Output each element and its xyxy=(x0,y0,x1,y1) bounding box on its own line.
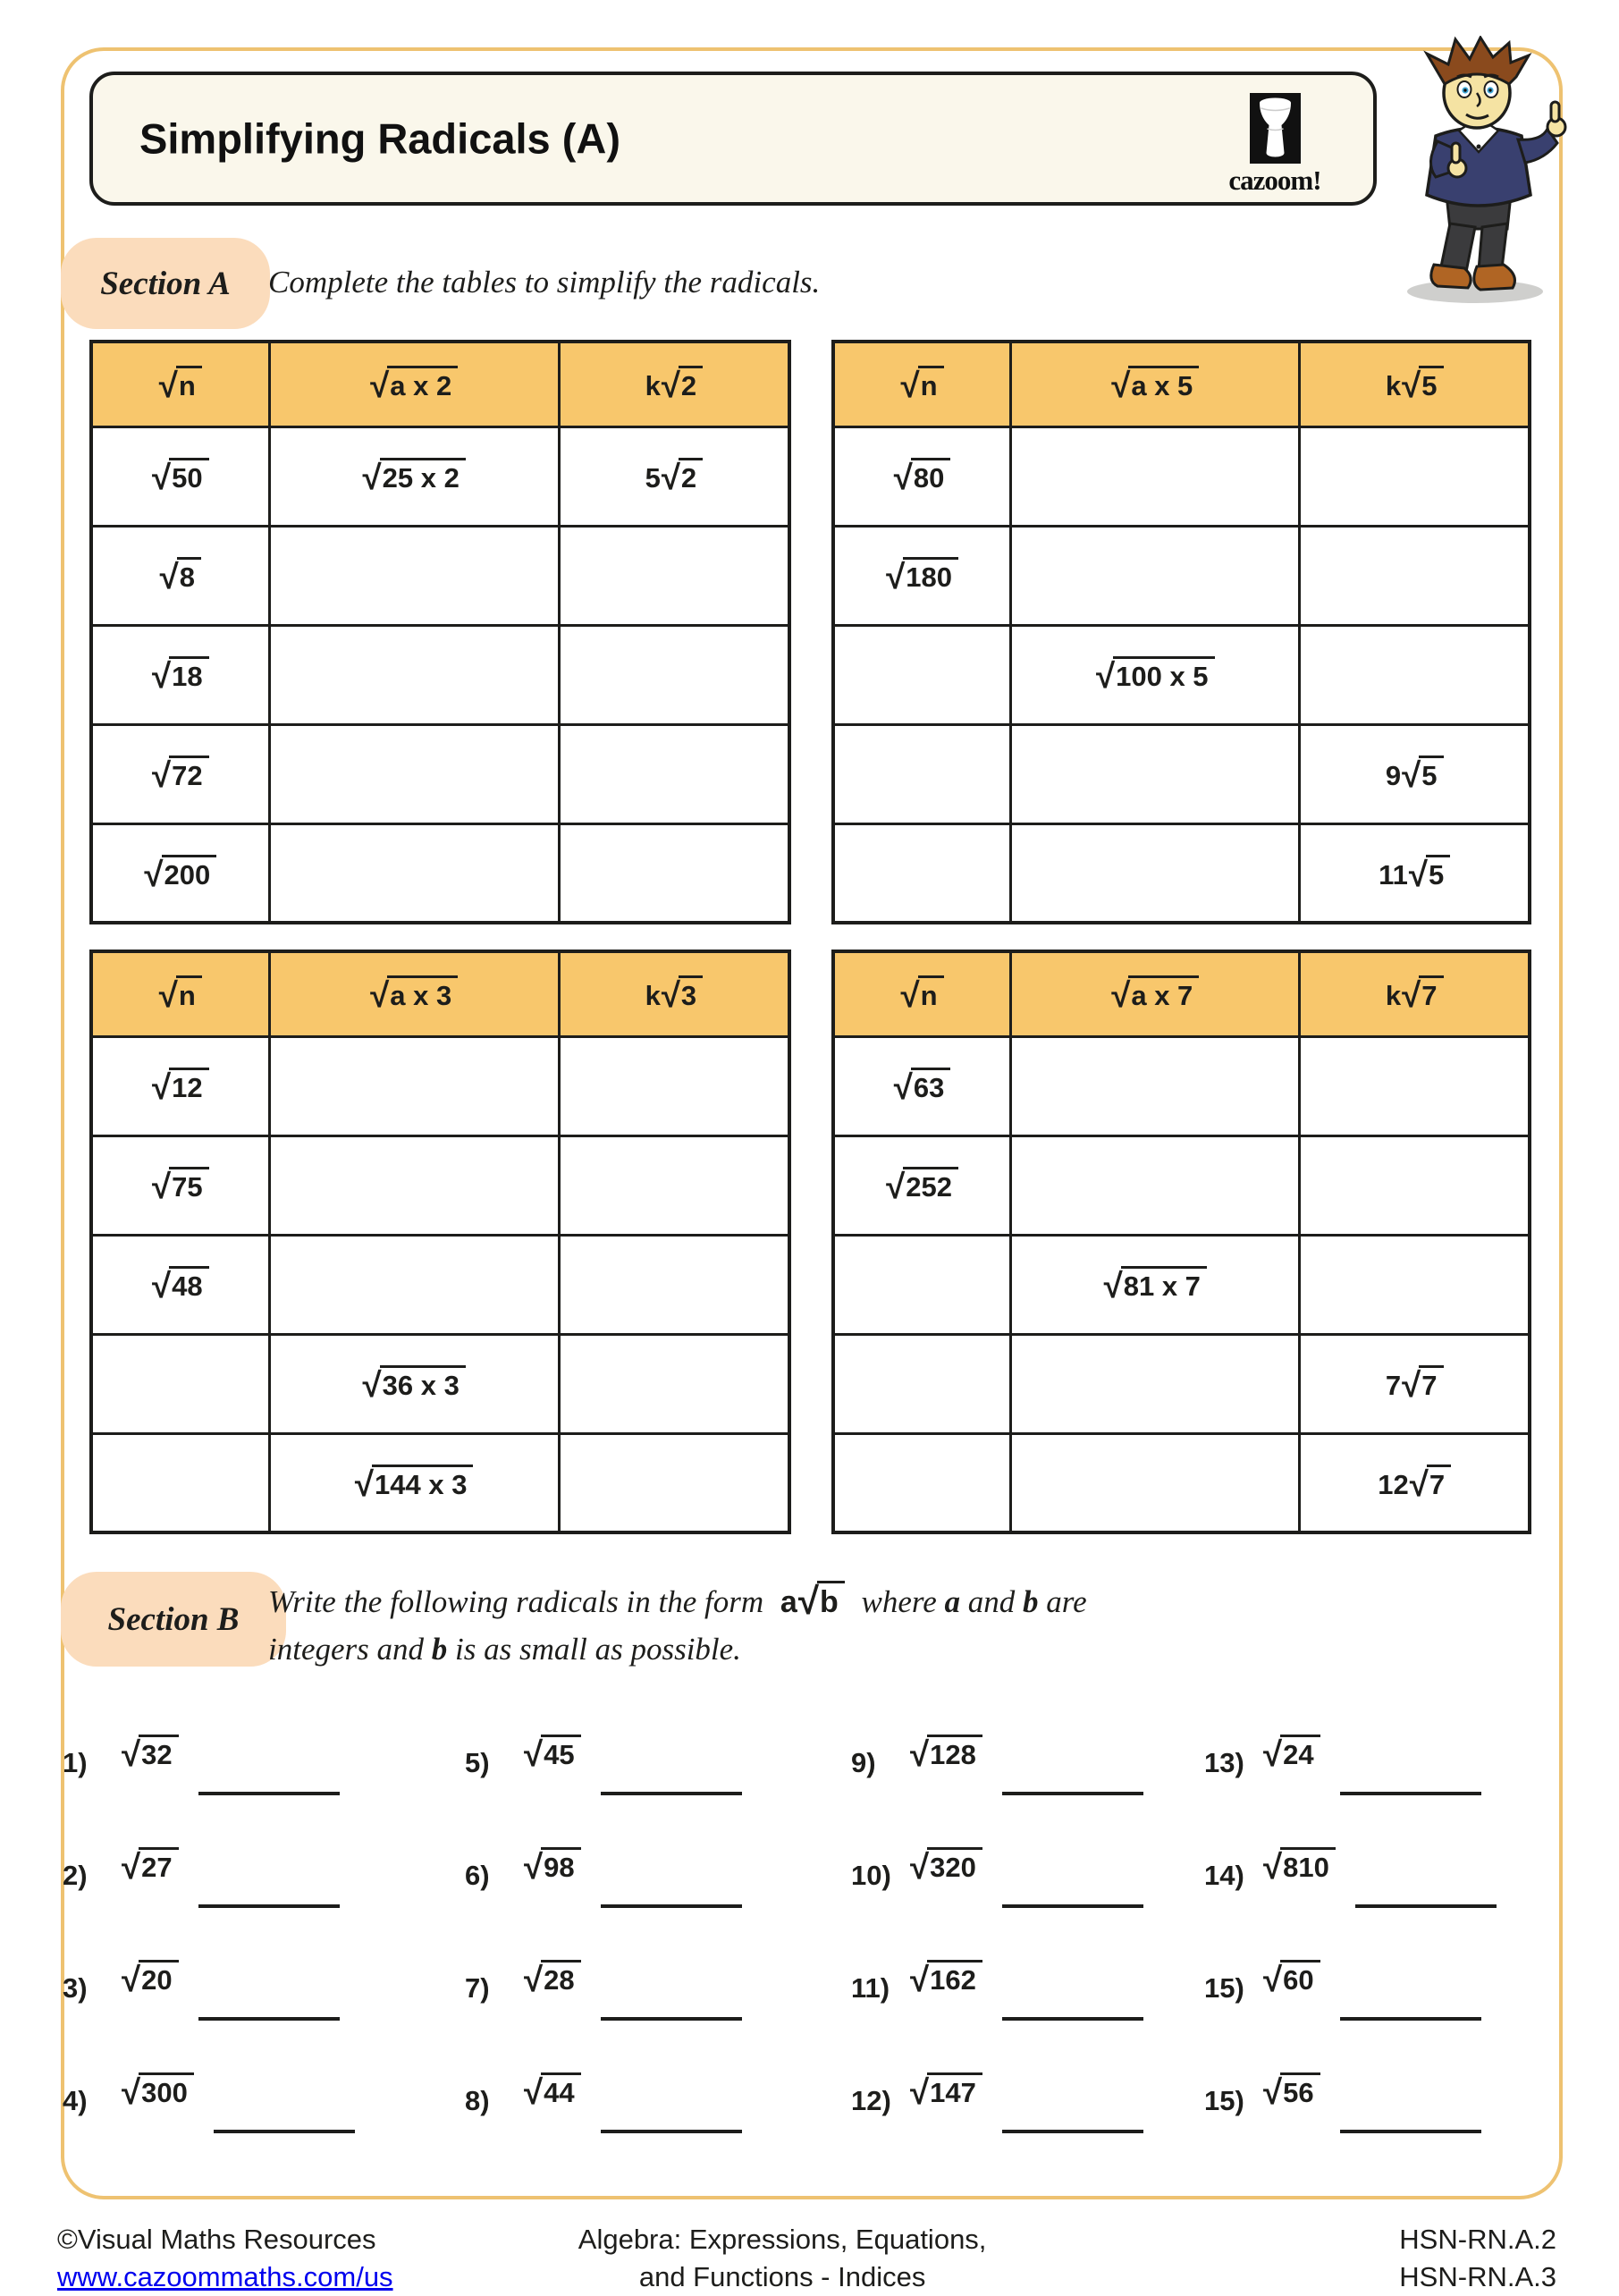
table-sqrt5 xyxy=(831,340,1531,921)
radical-expression: √a x 5 xyxy=(1111,366,1199,402)
radical-expression: √a x 2 xyxy=(370,366,458,402)
radical-expression: √98 xyxy=(524,1847,581,1884)
problem-number: 15) xyxy=(1204,2085,1244,2116)
radical-expression: √48 xyxy=(152,1266,209,1303)
problem-number: 4) xyxy=(63,2085,88,2116)
table-row xyxy=(833,1036,1530,1135)
table-cell-blank xyxy=(1011,1135,1300,1235)
section-b-label-text: Section B xyxy=(107,1600,240,1638)
instruction-text: are xyxy=(1046,1584,1087,1619)
problem-radical xyxy=(524,2071,581,2113)
table-cell-filled xyxy=(91,1235,269,1334)
radical-expression: √20 xyxy=(122,1960,179,1996)
radical-expression: √n xyxy=(159,366,202,402)
radical-expression: √144 x 3 xyxy=(355,1465,474,1501)
table-row xyxy=(833,526,1530,625)
table-cell-blank xyxy=(1300,1036,1530,1135)
problem-item xyxy=(63,2071,465,2183)
radical-expression: √36 x 3 xyxy=(363,1365,466,1402)
table-cell-filled xyxy=(833,426,1011,526)
problem-number: 2) xyxy=(63,1860,88,1891)
problem-item xyxy=(63,1733,465,1845)
table-row xyxy=(91,625,789,724)
problem-radical xyxy=(524,1733,581,1775)
problem-radical xyxy=(122,1733,179,1775)
section-a-instruction: Complete the tables to simplify the radicals. xyxy=(268,265,821,300)
table-cell-blank xyxy=(269,1036,559,1135)
standard-code-1: HSN-RN.A.2 xyxy=(1399,2224,1556,2255)
table-cell-filled xyxy=(559,426,789,526)
table-cell-filled xyxy=(1300,724,1530,823)
table-cell-blank xyxy=(1300,625,1530,724)
radical-expression: √a x 3 xyxy=(370,975,458,1012)
table-cell-blank xyxy=(559,823,789,923)
radical-expression: √8 xyxy=(160,557,201,594)
radical-expression: √18 xyxy=(152,656,209,693)
website-link[interactable]: www.cazoommaths.com/us xyxy=(57,2260,393,2292)
radical-expression: √25 x 2 xyxy=(363,458,466,494)
radical-expression: √n xyxy=(901,975,944,1012)
radical-expression: √44 xyxy=(524,2072,581,2109)
table-sqrt3 xyxy=(89,950,791,1531)
table-cell-blank xyxy=(833,1433,1011,1532)
section-a-label-text: Section A xyxy=(100,265,231,302)
table-row xyxy=(91,526,789,625)
table-header-cell xyxy=(1300,342,1530,426)
table-header-cell xyxy=(269,342,559,426)
radical-expression: √72 xyxy=(152,755,209,792)
mascot-character xyxy=(1375,36,1582,308)
table-cell-filled xyxy=(833,526,1011,625)
table-row xyxy=(91,426,789,526)
answer-blank xyxy=(1002,2017,1143,2021)
radical-expression: √75 xyxy=(152,1167,209,1203)
table-row xyxy=(91,823,789,923)
table-cell-filled xyxy=(833,1135,1011,1235)
radical-expression: √60 xyxy=(1263,1960,1320,1996)
variable-b: b xyxy=(431,1631,448,1667)
table-cell-blank xyxy=(269,1235,559,1334)
problem-item xyxy=(465,1958,851,2071)
problem-item xyxy=(1204,1845,1533,1958)
problem-item xyxy=(851,1958,1204,2071)
table-cell-filled xyxy=(1011,625,1300,724)
table-cell-blank xyxy=(269,1135,559,1235)
table-header-cell xyxy=(559,342,789,426)
problem-radical xyxy=(1263,1733,1320,1775)
problem-radical xyxy=(910,2071,982,2113)
table-header-cell xyxy=(91,342,269,426)
problem-item xyxy=(1204,2071,1533,2183)
instruction-text: where xyxy=(861,1584,937,1619)
radical-expression: √a x 7 xyxy=(1111,975,1199,1012)
radical-expression: √32 xyxy=(122,1735,179,1771)
problem-radical xyxy=(1263,1845,1336,1887)
table-cell-filled xyxy=(269,1334,559,1433)
instruction-text: is as small as possible. xyxy=(455,1631,741,1667)
radical-expression: √n xyxy=(901,366,944,402)
answer-blank xyxy=(1340,2017,1481,2021)
radical-expression: √810 xyxy=(1263,1847,1336,1884)
title-box xyxy=(89,72,1377,206)
table-cell-blank xyxy=(559,1334,789,1433)
radical-expression: 5√2 xyxy=(645,458,704,494)
problem-number: 5) xyxy=(465,1747,490,1778)
table-row xyxy=(833,1135,1530,1235)
problem-item xyxy=(465,1845,851,1958)
answer-blank xyxy=(601,2017,742,2021)
table-cell-filled xyxy=(269,426,559,526)
instruction-text: and xyxy=(967,1584,1016,1619)
answer-blank xyxy=(1002,2130,1143,2133)
table-cell-blank xyxy=(1011,823,1300,923)
table-cell-filled xyxy=(1300,823,1530,923)
answer-blank xyxy=(214,2130,355,2133)
table-cell-blank xyxy=(833,625,1011,724)
table-cell-blank xyxy=(91,1334,269,1433)
radical-expression: 9√5 xyxy=(1386,755,1444,792)
radical-expression: √252 xyxy=(886,1167,958,1203)
radical-expression: √63 xyxy=(894,1068,951,1104)
problem-number: 1) xyxy=(63,1747,88,1778)
problem-number: 15) xyxy=(1204,1972,1244,2004)
answer-blank xyxy=(198,1792,340,1795)
table-cell-filled xyxy=(1300,1334,1530,1433)
table-cell-blank xyxy=(1011,526,1300,625)
table-row xyxy=(91,724,789,823)
answer-blank xyxy=(601,1792,742,1795)
problem-radical xyxy=(910,1733,982,1775)
radical-expression: √28 xyxy=(524,1960,581,1996)
problem-radical xyxy=(122,1845,179,1887)
problem-number: 13) xyxy=(1204,1747,1244,1778)
problem-item xyxy=(465,2071,851,2183)
radical-expression: √n xyxy=(159,975,202,1012)
table-cell-blank xyxy=(269,823,559,923)
topic-line-1: Algebra: Expressions, Equations, xyxy=(578,2224,987,2255)
radical-expression: √100 x 5 xyxy=(1096,656,1215,693)
table-cell-blank xyxy=(1300,526,1530,625)
problem-item xyxy=(851,1733,1204,1845)
instruction-text: Write the following radicals in the form xyxy=(268,1584,764,1619)
instruction-text: integers and xyxy=(268,1631,425,1667)
variable-a: a xyxy=(944,1584,960,1619)
radical-expression: k√5 xyxy=(1386,366,1444,402)
radical-expression: √200 xyxy=(144,855,216,891)
table-row xyxy=(833,1235,1530,1334)
table-header-cell xyxy=(91,951,269,1036)
radical-table xyxy=(89,340,791,924)
table-sqrt7 xyxy=(831,950,1531,1531)
table-cell-blank xyxy=(1011,426,1300,526)
table-row xyxy=(91,1135,789,1235)
table-sqrt2 xyxy=(89,340,791,921)
table-cell-blank xyxy=(559,1135,789,1235)
radical-table xyxy=(831,340,1531,924)
table-cell-blank xyxy=(559,724,789,823)
problem-number: 3) xyxy=(63,1972,88,2004)
radical-expression: √56 xyxy=(1263,2072,1320,2109)
table-row xyxy=(833,724,1530,823)
problem-radical xyxy=(524,1845,581,1887)
table-cell-blank xyxy=(833,1334,1011,1433)
form-radical xyxy=(772,1580,854,1623)
variable-b: b xyxy=(1023,1584,1039,1619)
footer-left xyxy=(57,2221,393,2296)
table-row xyxy=(833,426,1530,526)
problem-number: 11) xyxy=(851,1972,890,2004)
problem-number: 9) xyxy=(851,1747,876,1778)
cazoom-drum-icon xyxy=(1250,93,1301,164)
answer-blank xyxy=(1002,1904,1143,1908)
radical-expression: k√7 xyxy=(1386,975,1444,1012)
footer-right xyxy=(1399,2221,1556,2296)
radical-expression: k√3 xyxy=(645,975,704,1012)
problem-item xyxy=(465,1733,851,1845)
table-cell-blank xyxy=(91,1433,269,1532)
radical-expression: √180 xyxy=(886,557,958,594)
table-header-cell xyxy=(1300,951,1530,1036)
radical-expression: √50 xyxy=(152,458,209,494)
answer-blank xyxy=(198,2017,340,2021)
radical-expression: k√2 xyxy=(645,366,704,402)
problem-radical xyxy=(122,1958,179,2000)
table-row xyxy=(91,1334,789,1433)
answer-blank xyxy=(1340,2130,1481,2133)
footer-center xyxy=(443,2221,1122,2296)
radical-expression: √147 xyxy=(910,2072,982,2109)
topic-line-2: and Functions - Indices xyxy=(638,2260,926,2292)
problem-item xyxy=(1204,1733,1533,1845)
table-cell-filled xyxy=(91,1135,269,1235)
table-cell-filled xyxy=(91,526,269,625)
table-row xyxy=(833,1433,1530,1532)
table-cell-filled xyxy=(1300,1433,1530,1532)
radical-expression: √81 x 7 xyxy=(1104,1266,1207,1303)
radical-expression: √320 xyxy=(910,1847,982,1884)
table-cell-filled xyxy=(1011,1235,1300,1334)
radical-expression: 12√7 xyxy=(1378,1465,1451,1501)
radical-expression: 7√7 xyxy=(1386,1365,1444,1402)
table-header-cell xyxy=(1011,951,1300,1036)
problem-radical xyxy=(122,2071,194,2113)
section-a-label xyxy=(61,238,270,329)
problem-radical xyxy=(910,1958,982,2000)
table-cell-filled xyxy=(91,823,269,923)
answer-blank xyxy=(1002,1792,1143,1795)
problem-item xyxy=(851,2071,1204,2183)
radical-expression: 11√5 xyxy=(1379,855,1450,891)
answer-blank xyxy=(1340,1792,1481,1795)
table-cell-blank xyxy=(1011,724,1300,823)
standard-code-2: HSN-RN.A.3 xyxy=(1399,2260,1556,2292)
table-cell-blank xyxy=(559,1235,789,1334)
table-row xyxy=(833,625,1530,724)
table-row xyxy=(833,823,1530,923)
cazoom-logo-text: cazoom! xyxy=(1228,165,1321,196)
table-cell-blank xyxy=(559,625,789,724)
table-header-cell xyxy=(559,951,789,1036)
table-cell-filled xyxy=(833,1036,1011,1135)
table-header-cell xyxy=(269,951,559,1036)
table-row xyxy=(833,1334,1530,1433)
table-cell-blank xyxy=(559,1036,789,1135)
table-row xyxy=(91,1235,789,1334)
problem-radical xyxy=(1263,1958,1320,2000)
radical-table xyxy=(831,950,1531,1534)
problem-number: 8) xyxy=(465,2085,490,2116)
problem-number: 12) xyxy=(851,2085,891,2116)
answer-blank xyxy=(198,1904,340,1908)
radical-expression: √162 xyxy=(910,1960,982,1996)
cazoom-logo xyxy=(1212,93,1337,197)
table-cell-blank xyxy=(1011,1036,1300,1135)
problem-number: 10) xyxy=(851,1860,891,1891)
table-cell-filled xyxy=(91,625,269,724)
section-b-instruction xyxy=(268,1579,1359,1673)
radical-expression: √300 xyxy=(122,2072,194,2109)
section-b-problems xyxy=(63,1733,1533,2183)
table-cell-filled xyxy=(91,426,269,526)
problem-item xyxy=(63,1958,465,2071)
table-cell-blank xyxy=(833,1235,1011,1334)
copyright-text: ©Visual Maths Resources xyxy=(57,2224,376,2255)
table-cell-blank xyxy=(833,724,1011,823)
table-header-cell xyxy=(833,342,1011,426)
table-cell-blank xyxy=(269,625,559,724)
table-cell-blank xyxy=(1300,1135,1530,1235)
radical-table xyxy=(89,950,791,1534)
problem-radical xyxy=(524,1958,581,2000)
problem-number: 7) xyxy=(465,1972,490,2004)
table-cell-blank xyxy=(559,526,789,625)
table-cell-blank xyxy=(559,1433,789,1532)
table-cell-blank xyxy=(1300,426,1530,526)
radical-expression: √12 xyxy=(152,1068,209,1104)
problem-number: 6) xyxy=(465,1860,490,1891)
problem-radical xyxy=(1263,2071,1320,2113)
problem-radical xyxy=(910,1845,982,1887)
table-cell-filled xyxy=(91,1036,269,1135)
table-header-cell xyxy=(833,951,1011,1036)
answer-blank xyxy=(601,2130,742,2133)
problem-item xyxy=(1204,1958,1533,2071)
table-cell-blank xyxy=(269,724,559,823)
answer-blank xyxy=(601,1904,742,1908)
table-cell-blank xyxy=(269,526,559,625)
table-cell-blank xyxy=(1011,1334,1300,1433)
answer-blank xyxy=(1355,1904,1497,1908)
table-cell-blank xyxy=(833,823,1011,923)
radical-expression: √128 xyxy=(910,1735,982,1771)
problem-item xyxy=(63,1845,465,1958)
table-cell-blank xyxy=(1011,1433,1300,1532)
table-row xyxy=(91,1433,789,1532)
radical-expression: √24 xyxy=(1263,1735,1320,1771)
table-header-cell xyxy=(1011,342,1300,426)
radical-expression: √45 xyxy=(524,1735,581,1771)
radical-expression: √27 xyxy=(122,1847,179,1884)
table-cell-filled xyxy=(269,1433,559,1532)
worksheet-title: Simplifying Radicals (A) xyxy=(139,114,620,163)
table-row xyxy=(91,1036,789,1135)
problem-item xyxy=(851,1845,1204,1958)
radical-expression: √80 xyxy=(894,458,951,494)
radical-expression: a√b xyxy=(780,1580,845,1625)
table-cell-filled xyxy=(91,724,269,823)
problem-number: 14) xyxy=(1204,1860,1244,1891)
section-b-label xyxy=(61,1572,286,1667)
table-cell-blank xyxy=(1300,1235,1530,1334)
